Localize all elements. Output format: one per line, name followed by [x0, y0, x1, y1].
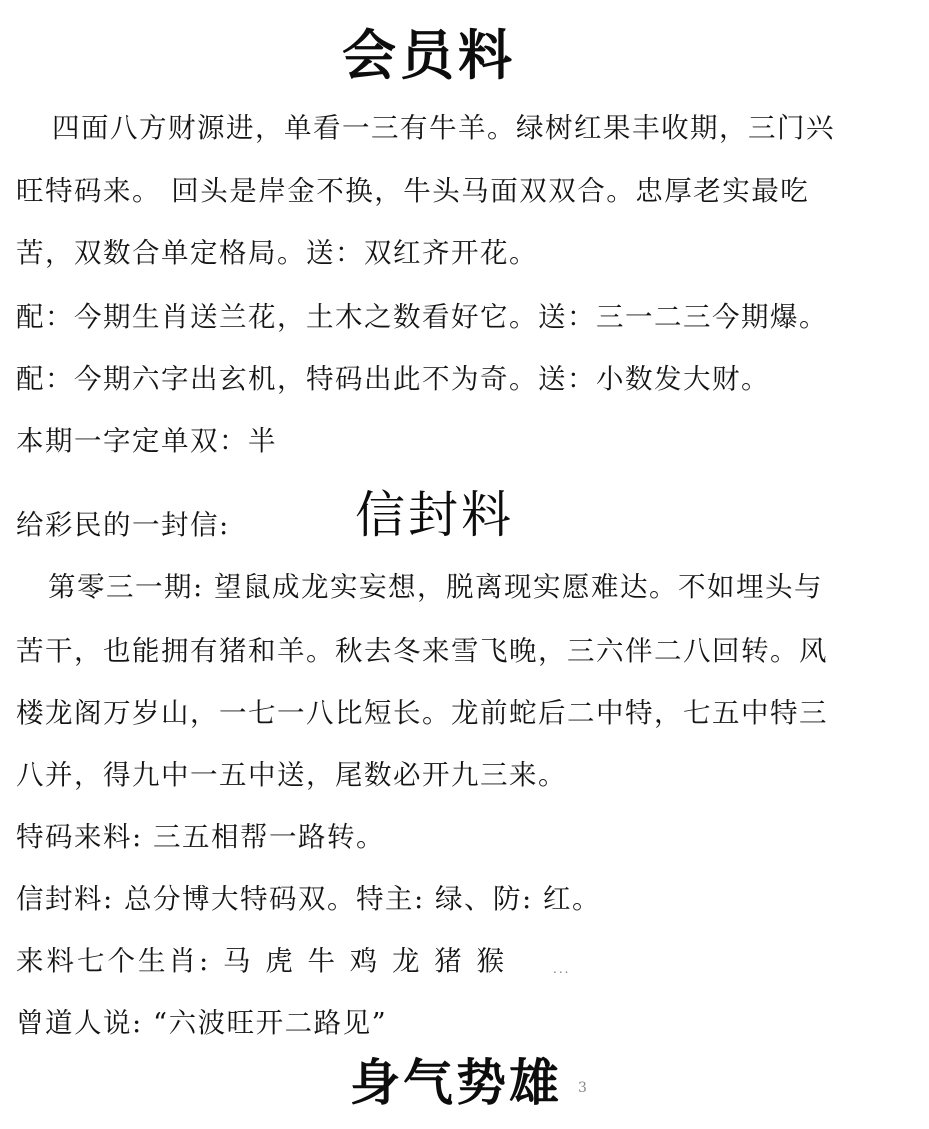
envelope-line-3: 楼龙阁万岁山，一七一八比短长。龙前蛇后二中特，七五中特三 [16, 697, 828, 729]
envelope-title: 信封料 [355, 486, 514, 544]
envelope-intro: 给彩民的一封信: [16, 509, 230, 541]
scan-speck: 3 [578, 1080, 587, 1096]
member-title: 会员料 [342, 23, 516, 87]
closing-title: 身气势雄 [350, 1053, 562, 1112]
member-line-3: 苦，双数合单定格局。送：双红齐开花。 [16, 237, 538, 269]
member-line-2: 旺特码来。 回头是岸金不换，牛头马面双双合。忠厚老实最吃 [16, 175, 810, 207]
member-line-5: 配：今期六字出玄机，特码出此不为奇。送：小数发大财。 [16, 363, 770, 395]
envelope-line-2: 苦干，也能拥有猪和羊。秋去冬来雪飞晚，三六伴二八回转。风 [16, 635, 828, 667]
envelope-line-4: 八并，得九中一五中送，尾数必开九三来。 [16, 759, 567, 791]
envelope-line-7: 来料七个生肖: 马 虎 牛 鸡 龙 猪 猴 [16, 945, 507, 977]
envelope-line-8: 曾道人说: “六波旺开二路见” [16, 1007, 388, 1039]
envelope-line-6: 信封料: 总分博大特码双。特主: 绿、防: 红。 [16, 883, 602, 915]
member-line-1: 四面八方财源进，单看一三有牛羊。绿树红果丰收期，三门兴 [52, 112, 835, 144]
member-line-4: 配：今期生肖送兰花，土木之数看好它。送：三一二三今期爆。 [16, 301, 828, 333]
member-line-6: 本期一字定单双：半 [16, 425, 277, 457]
scan-dots: ... [553, 962, 571, 976]
envelope-line-5: 特码来料: 三五相帮一路转。 [16, 821, 386, 853]
envelope-line-1: 第零三一期: 望鼠成龙实妄想，脱离现实愿难达。不如埋头与 [48, 571, 824, 603]
